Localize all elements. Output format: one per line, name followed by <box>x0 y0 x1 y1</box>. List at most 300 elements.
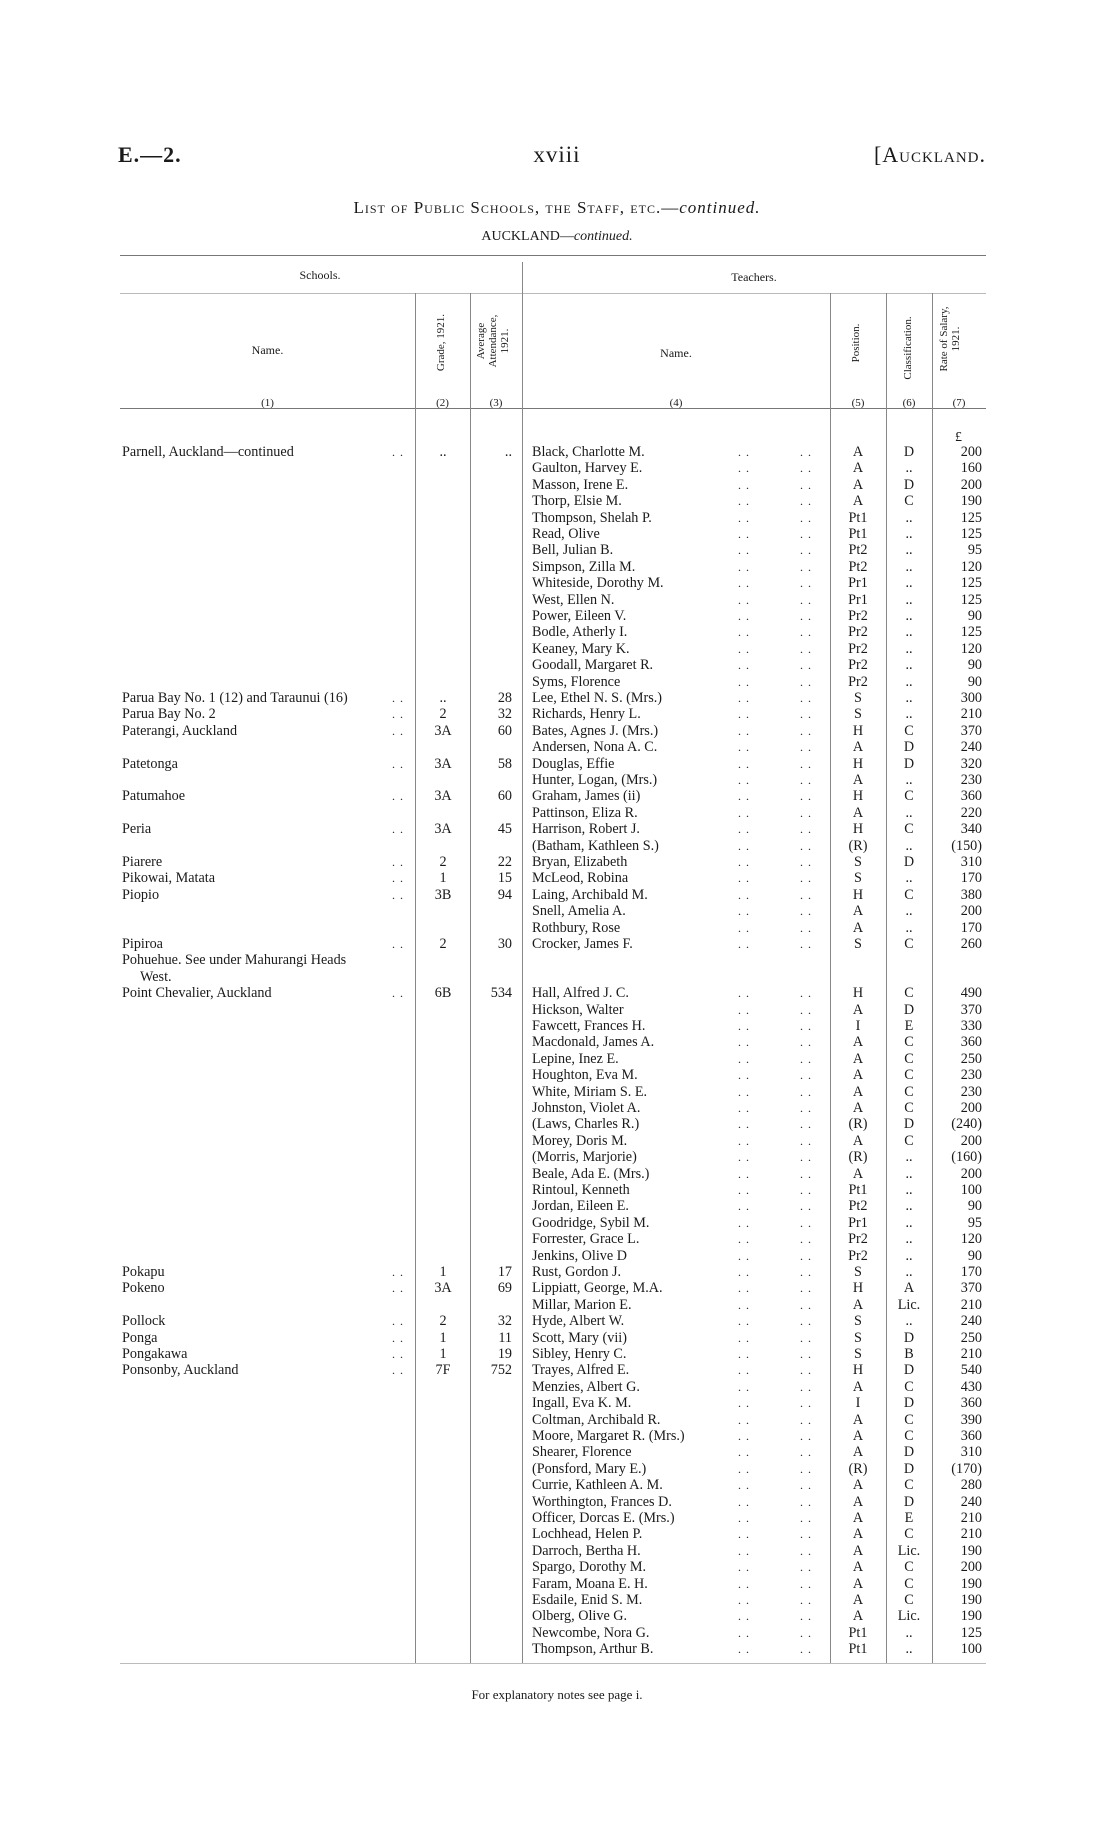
salary-rate: 200 <box>960 1559 982 1576</box>
teacher-position: A <box>852 1378 864 1395</box>
school-name: Pollock <box>122 1313 166 1330</box>
salary-rate: 200 <box>960 903 982 920</box>
teacher-classification: .. <box>905 706 913 723</box>
leader-dots: . . <box>800 1347 812 1361</box>
leader-dots: . . <box>738 805 750 820</box>
teacher-position: A <box>852 1411 864 1428</box>
salary-rate: 95 <box>967 1214 982 1231</box>
leader-dots: . . <box>800 904 812 919</box>
salary-rate: 240 <box>960 739 982 756</box>
teacher-name: West, Ellen N. <box>532 591 615 608</box>
teachers-group-header: Teachers. <box>731 270 777 284</box>
teacher-name: Andersen, Nona A. C. <box>532 739 658 756</box>
teacher-position: A <box>852 1559 864 1576</box>
table-row <box>0 1018 1114 1034</box>
salary-rate: 300 <box>960 690 982 706</box>
leader-dots: . . <box>738 707 750 722</box>
salary-rate: 320 <box>960 755 982 772</box>
table-row <box>0 1133 1114 1149</box>
table-row <box>0 723 1114 739</box>
leader-dots: . . <box>738 1117 750 1132</box>
teacher-name: Moore, Margaret R. (Mrs.) <box>532 1428 685 1444</box>
table-row <box>0 821 1114 837</box>
leader-dots: . . <box>800 1084 812 1099</box>
teacher-classification: .. <box>905 640 913 657</box>
table-row <box>0 1526 1114 1542</box>
salary-rate: 210 <box>960 1526 982 1543</box>
school-name: Patumahoe <box>122 788 186 805</box>
table-row <box>0 559 1114 575</box>
teacher-name: Masson, Irene E. <box>532 476 629 493</box>
teacher-name: Thorp, Elsie M. <box>532 493 622 510</box>
school-name: Ponga <box>122 1329 158 1346</box>
leader-dots: . . <box>392 1330 404 1345</box>
teacher-name: Hall, Alfred J. C. <box>532 985 629 1002</box>
leader-dots: . . <box>800 1166 812 1181</box>
average-attendance: 22 <box>497 854 512 870</box>
teacher-classification: .. <box>905 837 913 854</box>
teacher-classification: C <box>904 1083 914 1100</box>
teacher-name: Worthington, Frances D. <box>532 1493 672 1510</box>
leader-dots: . . <box>738 1461 750 1476</box>
table-row <box>0 1051 1114 1067</box>
teacher-classification: C <box>904 1034 914 1051</box>
teacher-position: (R) <box>848 837 868 854</box>
table-row <box>0 510 1114 526</box>
teacher-name: (Batham, Kathleen S.) <box>532 837 659 854</box>
school-name: Pokapu <box>122 1264 165 1280</box>
teacher-classification: C <box>904 1050 914 1067</box>
salary-rate: 125 <box>960 591 982 608</box>
table-bottom-rule <box>120 1663 986 1664</box>
leader-dots: . . <box>738 1281 750 1296</box>
teacher-name: Hickson, Walter <box>532 1001 624 1018</box>
salary-rate: 160 <box>960 460 982 477</box>
teacher-name: Trayes, Alfred E. <box>532 1362 630 1379</box>
teacher-classification: .. <box>905 1165 913 1182</box>
teacher-classification: .. <box>905 657 913 674</box>
salary-rate: 380 <box>960 886 982 903</box>
school-name: Paterangi, Auckland <box>122 722 238 739</box>
leader-dots: . . <box>738 1051 750 1066</box>
table-row <box>0 1444 1114 1460</box>
teacher-classification: .. <box>905 1198 913 1215</box>
teacher-name: Power, Eileen V. <box>532 608 627 624</box>
leader-dots: . . <box>800 1642 812 1657</box>
leader-dots: . . <box>738 986 750 1001</box>
salary-rate: 260 <box>960 936 982 952</box>
leader-dots: . . <box>738 1494 750 1509</box>
teacher-classification: Lic. <box>897 1296 921 1313</box>
average-attendance: 58 <box>497 755 512 772</box>
salary-rate: 125 <box>960 1624 982 1641</box>
teacher-name: Rothbury, Rose <box>532 919 621 936</box>
teacher-name: Darroch, Bertha H. <box>532 1542 641 1559</box>
leader-dots: . . <box>392 1281 404 1296</box>
salary-rate: 210 <box>960 1296 982 1313</box>
leader-dots: . . <box>800 510 812 525</box>
teacher-name: McLeod, Robina <box>532 870 629 887</box>
leader-dots: . . <box>738 1035 750 1050</box>
teacher-position: S <box>854 706 862 723</box>
leader-dots: . . <box>800 855 812 869</box>
salary-rate: 230 <box>960 772 982 788</box>
average-attendance: 45 <box>497 821 512 838</box>
teacher-name: Faram, Moana E. H. <box>532 1575 648 1592</box>
teacher-classification: C <box>904 722 914 739</box>
teacher-name: Whiteside, Dorothy M. <box>532 575 664 592</box>
school-name: Piopio <box>122 886 160 903</box>
salary-rate: 240 <box>960 1493 982 1510</box>
teacher-name: Sibley, Henry C. <box>532 1346 627 1362</box>
teacher-position: A <box>852 1100 864 1116</box>
leader-dots: . . <box>738 855 750 869</box>
teacher-position: A <box>852 476 864 493</box>
leader-dots: . . <box>738 1511 750 1525</box>
teacher-classification: .. <box>905 1624 913 1641</box>
teacher-classification: .. <box>905 608 913 624</box>
leader-dots: . . <box>392 1363 404 1378</box>
table-row <box>0 1034 1114 1050</box>
leader-dots: . . <box>800 1396 812 1411</box>
attendance-header: Average Attendance, 1921. <box>475 314 511 368</box>
school-grade: 3A <box>434 755 452 772</box>
average-attendance: .. <box>504 444 512 460</box>
table-row <box>0 1346 1114 1362</box>
leader-dots: . . <box>800 543 812 558</box>
title-italic: continued. <box>679 198 761 217</box>
teacher-position: Pt1 <box>848 1624 868 1641</box>
teacher-name: Gaulton, Harvey E. <box>532 460 643 477</box>
leader-dots: . . <box>392 723 404 738</box>
teacher-classification: D <box>903 1362 915 1379</box>
table-row <box>0 575 1114 591</box>
school-grade: 7F <box>435 1362 451 1379</box>
teacher-position: H <box>852 722 864 739</box>
table-top-rule <box>120 255 986 256</box>
school-name: West. <box>140 968 172 985</box>
leader-dots: . . <box>738 822 750 837</box>
table-row <box>0 1264 1114 1280</box>
teacher-position: A <box>852 1428 864 1444</box>
salary-rate: 310 <box>960 854 982 870</box>
leader-dots: . . <box>800 1412 812 1427</box>
table-row <box>0 1428 1114 1444</box>
leader-dots: . . <box>738 1379 750 1394</box>
salary-rate: 90 <box>967 1198 982 1215</box>
teacher-classification: .. <box>905 1149 913 1166</box>
salary-rate: 170 <box>960 919 982 936</box>
salary-rate: 190 <box>960 493 982 510</box>
leader-dots: . . <box>800 1445 812 1460</box>
table-row <box>0 1116 1114 1132</box>
teacher-name: Currie, Kathleen A. M. <box>532 1477 663 1494</box>
teacher-name: (Ponsford, Mary E.) <box>532 1460 647 1477</box>
teacher-position: A <box>852 1067 864 1084</box>
average-attendance: 30 <box>497 936 512 952</box>
teacher-name: Scott, Mary (vii) <box>532 1329 627 1346</box>
table-row <box>0 690 1114 706</box>
leader-dots: . . <box>738 1183 750 1197</box>
leader-dots: . . <box>800 461 812 476</box>
school-name: Peria <box>122 821 152 838</box>
teacher-position: A <box>852 1444 864 1461</box>
salary-rate: 120 <box>960 1231 982 1248</box>
leader-dots: . . <box>392 855 404 869</box>
teacher-position: Pt1 <box>848 1182 868 1198</box>
teacher-classification: .. <box>905 1247 913 1264</box>
teacher-classification: D <box>903 755 915 772</box>
teacher-position: Pt1 <box>848 509 868 526</box>
footer-note: For explanatory notes see page i. <box>471 1687 643 1702</box>
teacher-name: Pattinson, Eliza R. <box>532 804 638 821</box>
col-num-6: (6) <box>902 397 916 409</box>
page-code: E.—2. <box>118 142 182 167</box>
teacher-classification: .. <box>905 575 913 592</box>
teacher-classification: D <box>903 739 915 756</box>
average-attendance: 94 <box>497 886 512 903</box>
teacher-position: S <box>854 936 862 952</box>
leader-dots: . . <box>738 838 750 853</box>
salary-rate: 210 <box>960 1510 982 1526</box>
school-grade: 2 <box>439 854 447 870</box>
leader-dots: . . <box>738 1019 750 1033</box>
teacher-classification: C <box>904 1559 914 1576</box>
salary-rate: 100 <box>960 1182 982 1198</box>
col-num-2: (2) <box>436 397 449 409</box>
table-row <box>0 772 1114 788</box>
leader-dots: . . <box>392 756 404 771</box>
table-row <box>0 1543 1114 1559</box>
salary-rate: 90 <box>967 657 982 674</box>
salary-rate: 390 <box>960 1411 982 1428</box>
table-row <box>0 1002 1114 1018</box>
leader-dots: . . <box>800 494 812 509</box>
table-row <box>0 805 1114 821</box>
leader-dots: . . <box>738 609 750 623</box>
salary-rate: 125 <box>960 526 982 542</box>
teacher-classification: .. <box>905 591 913 608</box>
leader-dots: . . <box>800 576 812 591</box>
table-row <box>0 936 1114 952</box>
leader-dots: . . <box>800 1117 812 1132</box>
leader-dots: . . <box>800 658 812 673</box>
leader-dots: . . <box>800 1215 812 1230</box>
leader-dots: . . <box>800 740 812 755</box>
leader-dots: . . <box>800 1002 812 1017</box>
table-row <box>0 1313 1114 1329</box>
teacher-position: H <box>852 985 864 1002</box>
leader-dots: . . <box>392 937 404 951</box>
salary-rate: 200 <box>960 1132 982 1149</box>
teacher-position: H <box>852 788 864 805</box>
leader-dots: . . <box>800 527 812 541</box>
teacher-classification: C <box>904 493 914 510</box>
leader-dots: . . <box>800 674 812 689</box>
teacher-name-header: Name. <box>660 346 692 360</box>
leader-dots: . . <box>738 658 750 673</box>
teacher-name: Thompson, Shelah P. <box>532 509 652 526</box>
teacher-position: A <box>852 1034 864 1051</box>
leader-dots: . . <box>738 1199 750 1214</box>
teacher-classification: .. <box>905 1182 913 1198</box>
group-header-rule <box>120 293 986 294</box>
teacher-name: Jenkins, Olive D <box>532 1247 627 1264</box>
salary-rate: 360 <box>960 1034 982 1051</box>
teacher-classification: C <box>904 788 914 805</box>
leader-dots: . . <box>738 1625 750 1640</box>
teacher-classification: .. <box>905 903 913 920</box>
teacher-classification: .. <box>905 1313 913 1330</box>
leader-dots: . . <box>800 1363 812 1378</box>
salary-rate: 200 <box>960 1165 982 1182</box>
salary-rate: 120 <box>960 558 982 575</box>
table-row <box>0 477 1114 493</box>
teacher-name: Hunter, Logan, (Mrs.) <box>532 772 658 788</box>
teacher-classification: B <box>904 1346 914 1362</box>
teacher-name: (Morris, Marjorie) <box>532 1149 637 1166</box>
table-row <box>0 1231 1114 1247</box>
salary-rate: 210 <box>960 1346 982 1362</box>
leader-dots: . . <box>800 477 812 492</box>
position-header: Position. <box>850 323 862 363</box>
teacher-position: A <box>852 1526 864 1543</box>
leader-dots: . . <box>800 1314 812 1329</box>
leader-dots: . . <box>392 1347 404 1361</box>
teacher-position: A <box>852 1296 864 1313</box>
teacher-position: S <box>854 1346 862 1362</box>
school-name: Parnell, Auckland—continued <box>122 444 294 460</box>
leader-dots: . . <box>738 576 750 591</box>
school-grade: 6B <box>434 985 452 1002</box>
school-name: Pikowai, Matata <box>122 870 215 887</box>
teacher-name: Lippiatt, George, M.A. <box>532 1280 663 1297</box>
school-name: Pokeno <box>122 1280 165 1297</box>
salary-rate: 230 <box>960 1083 982 1100</box>
teacher-classification: .. <box>905 673 913 690</box>
teacher-position: Pr2 <box>848 657 868 674</box>
salary-rate: 125 <box>960 575 982 592</box>
salary-rate: 240 <box>960 1313 982 1330</box>
teacher-classification: C <box>904 1100 914 1116</box>
average-attendance: 15 <box>497 870 512 887</box>
salary-rate: 230 <box>960 1067 982 1084</box>
teacher-name: Crocker, James F. <box>532 936 633 952</box>
salary-rate: 125 <box>960 509 982 526</box>
table-row <box>0 1084 1114 1100</box>
leader-dots: . . <box>800 1543 812 1558</box>
leader-dots: . . <box>800 1429 812 1443</box>
teacher-classification: .. <box>905 542 913 559</box>
average-attendance: 534 <box>490 985 512 1002</box>
teacher-name: Menzies, Albert G. <box>532 1378 640 1395</box>
salary-rate: 310 <box>960 1444 982 1461</box>
teacher-position: A <box>852 772 864 788</box>
school-name: Parua Bay No. 2 <box>122 706 216 723</box>
col-num-7: (7) <box>952 397 966 409</box>
teacher-name: Thompson, Arthur B. <box>532 1641 654 1658</box>
teacher-classification: C <box>904 1067 914 1084</box>
teacher-classification: .. <box>905 558 913 575</box>
table-row <box>0 444 1114 460</box>
leader-dots: . . <box>738 1150 750 1165</box>
average-attendance: 69 <box>497 1280 512 1297</box>
leader-dots: . . <box>738 445 750 459</box>
teacher-name: Millar, Marion E. <box>532 1296 632 1313</box>
teacher-position: I <box>855 1018 861 1034</box>
table-row <box>0 887 1114 903</box>
teacher-name: Macdonald, James A. <box>532 1034 655 1051</box>
teacher-position: A <box>852 460 864 477</box>
table-row <box>0 1362 1114 1378</box>
table-row <box>0 624 1114 640</box>
teacher-name: Bryan, Elizabeth <box>532 854 628 870</box>
teacher-position: Pr1 <box>848 575 868 592</box>
teacher-classification: .. <box>905 624 913 641</box>
teacher-name: Johnston, Violet A. <box>532 1100 641 1116</box>
leader-dots: . . <box>738 625 750 640</box>
leader-dots: . . <box>738 1215 750 1230</box>
grade-header: Grade, 1921. <box>435 313 447 372</box>
teacher-classification: .. <box>905 690 913 706</box>
salary-rate: 200 <box>960 476 982 493</box>
leader-dots: . . <box>800 723 812 738</box>
leader-dots: . . <box>738 559 750 574</box>
leader-dots: . . <box>800 805 812 820</box>
table-row <box>0 1248 1114 1264</box>
leader-dots: . . <box>738 1543 750 1558</box>
leader-dots: . . <box>392 445 404 459</box>
salary-rate: 370 <box>960 1280 982 1297</box>
teacher-classification: C <box>904 886 914 903</box>
leader-dots: . . <box>392 822 404 837</box>
leader-dots: . . <box>800 1133 812 1148</box>
teacher-name: Bell, Julian B. <box>532 542 614 559</box>
leader-dots: . . <box>800 920 812 935</box>
table-row <box>0 788 1114 804</box>
salary-rate: 340 <box>960 821 982 838</box>
teacher-position: S <box>854 854 862 870</box>
leader-dots: . . <box>738 789 750 804</box>
teacher-classification: .. <box>905 1264 913 1280</box>
leader-dots: . . <box>800 1232 812 1247</box>
average-attendance: 60 <box>497 722 512 739</box>
teacher-position: A <box>852 1575 864 1592</box>
table-row <box>0 592 1114 608</box>
leader-dots: . . <box>800 559 812 574</box>
col-num-5: (5) <box>851 397 865 409</box>
leader-dots: . . <box>738 1576 750 1591</box>
leader-dots: . . <box>800 1019 812 1033</box>
teacher-position: A <box>852 1542 864 1559</box>
teacher-position: A <box>852 493 864 510</box>
teacher-position: A <box>852 1510 864 1526</box>
teacher-position: Pt1 <box>848 1641 868 1658</box>
leader-dots: . . <box>800 1478 812 1493</box>
leader-dots: . . <box>800 1265 812 1279</box>
teacher-classification: C <box>904 1526 914 1543</box>
teacher-position: A <box>852 1592 864 1608</box>
teacher-position: A <box>852 1608 864 1625</box>
school-grade: 3A <box>434 788 452 805</box>
salary-rate: 330 <box>960 1018 982 1034</box>
school-grade: 2 <box>439 1313 447 1330</box>
salary-rate: 200 <box>960 444 982 460</box>
leader-dots: . . <box>738 871 750 886</box>
teacher-name: Read, Olive <box>532 526 600 542</box>
teacher-position: S <box>854 690 862 706</box>
teacher-position: H <box>852 1280 864 1297</box>
